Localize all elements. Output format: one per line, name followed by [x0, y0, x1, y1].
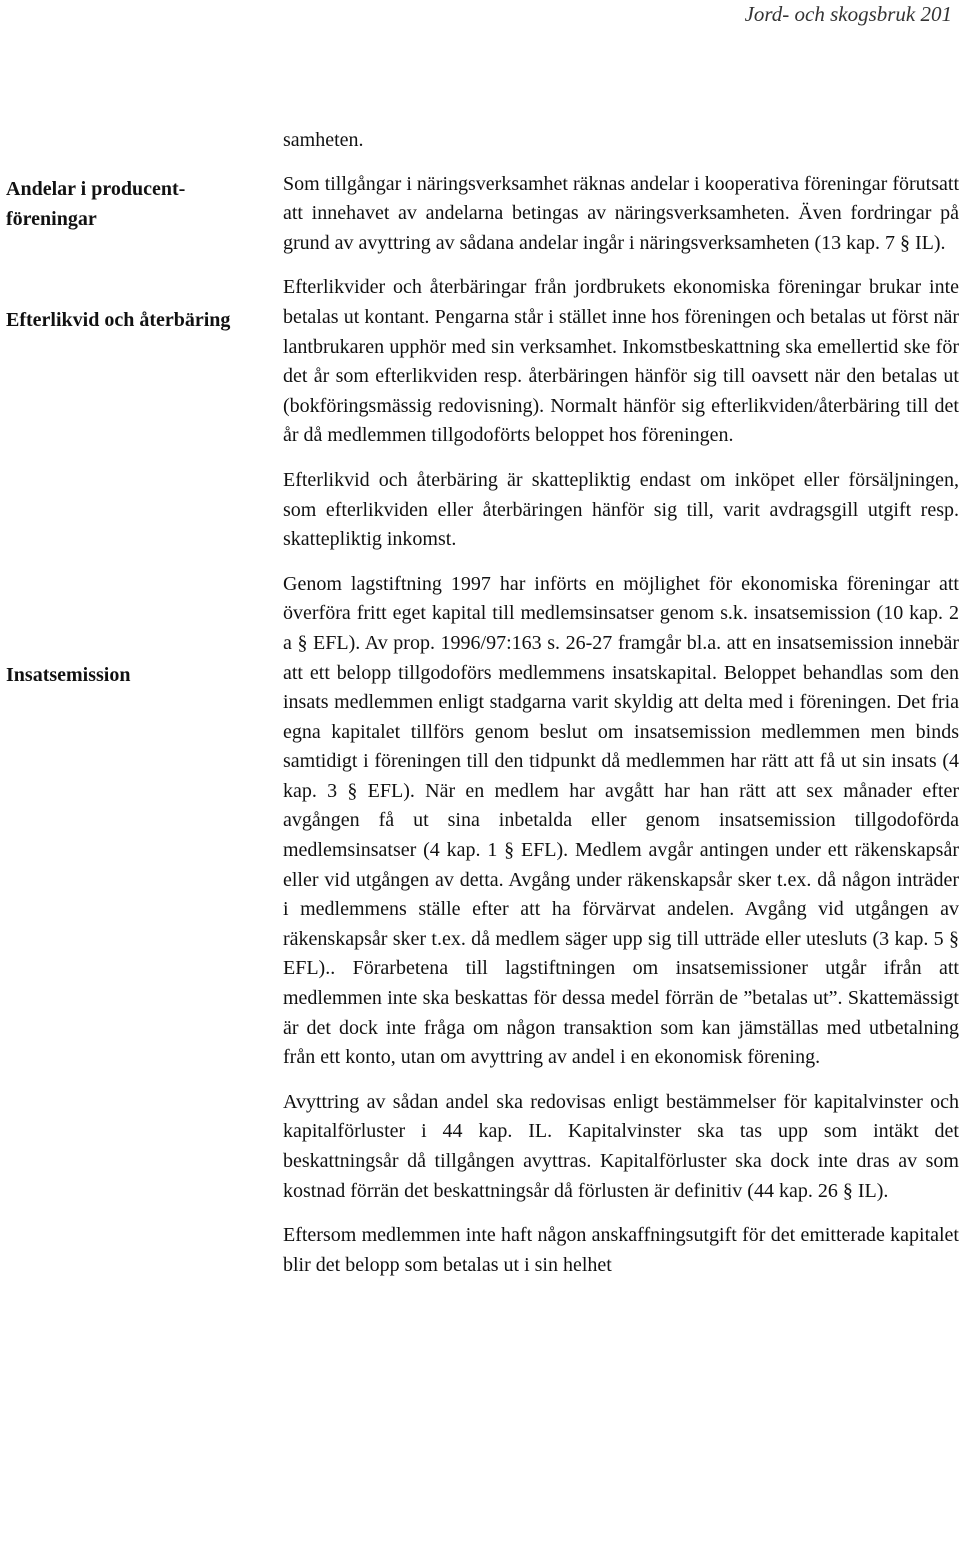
paragraph-skattepliktig: Efterlikvid och återbäring är skattepliktig endast om inköpet eller försäljningen, som efterlikviden eller återbäringen hänför sig till, varit avdragsgill utgift resp. skattepliktig inkomst. — [283, 468, 959, 551]
margin-heading-andelar: Andelar i producent- föreningar — [6, 178, 186, 230]
paragraph-continuation: samheten. — [283, 129, 364, 151]
running-header: Jord- och skogsbruk 201 — [744, 2, 952, 26]
margin-heading-efterlikvid: Efterlikvid och återbäring — [6, 309, 231, 331]
paragraph-tillgangar: Som tillgångar i näringsverksamhet räknas andelar i kooperativa föreningar förutsatt att innehavet av andelarna betingas av näringsverksamheten. Även fordringar på grund av avyttring av sådana andelar ingår i näringsverksamheten (13 kap. 7 § IL). — [283, 172, 959, 254]
paragraph-avyttring: Avyttring av sådan andel ska redovisas enligt bestämmelser för kapitalvinster och kapitalförluster i 44 kap. IL. Kapitalvinster ska tas upp som intäkt det beskattningsår då tillgången avyttras. Kapitalförluster ska dock inte dras av som kostnad förrän det beskattningsår då förlusten är definitiv (44 kap. 26 § IL). — [283, 1090, 959, 1202]
paragraph-efterlikvider: Efterlikvider och återbäringar från jordbrukets ekonomiska föreningar brukar inte betalas ut kontant. Pengarna står i stället inne hos föreningen och betalas ut först när lantbrukaren upphör med sin verksamhet. Inkomstbeskattning ska emellertid ske för det år som efterlikviden resp. återbäringen hänför sig till oavsett när den betalas ut (bokföringsmässig redovisning). Normalt hänför sig efterlikviden/återbäring till det år då medlemmen tillgodoförts beloppet hos föreningen. — [283, 276, 959, 447]
paragraph-insatsemission: Genom lagstiftning 1997 har införts en möjlighet för ekonomiska föreningar att överföra fritt eget kapital till medlemsinsatser genom s.k. insatsemission (10 kap. 2 a § EFL). Av prop. 1996/97:163 s. 26-27 framgår bl.a. att en insatsemission innebär att ett belopp tillgodoförs medlemmens insatskapital. Beloppet behandlas som den insats medlemmen enligt stadgarna varit skyldig att delta med i föreningen. Det fria egna kapitalet tillförs genom beslut om insatsemission medlemmen men binds samtidigt i föreningen till den tidpunkt då medlemmen har rätt att få ut sin insats (4 kap. 3 § EFL). När en medlem har avgått har han rätt att sex månader efter avgången få ut sina inbetalda eller genom insatsemission tillgodoförda medlemsinsatser (4 kap. 1 § EFL). Medlem avgår antingen under ett räkenskapsår eller vid utgången av detta. Avgång under räkenskapsår sker t.ex. då någon inträder i medlemmens ställe efter att ha förvärvat andelen. Avgång vid utgången av räkenskapsår sker t.ex. då medlem säger upp sig till utträde eller utesluts (3 kap. 5 § EFL).. Förarbetena till lagstiftningen om insatsemissioner utgår ifrån att medlemmen inte ska beskattas för dessa medel förrän de ”betalas ut”. Skattemässigt är det dock inte fråga om någon transaktion som kan jämställas med utbetalning från ett konto, utan om avyttring av andel i en ekonomisk förening. — [283, 572, 959, 1069]
paragraph-anskaffningsutgift: Eftersom medlemmen inte haft någon anskaffningsutgift för det emitterade kapitalet blir det belopp som betalas ut i sin helhet — [283, 1224, 959, 1276]
margin-heading-insatsemission: Insatsemission — [6, 664, 131, 686]
body-text — [283, 126, 959, 1295]
